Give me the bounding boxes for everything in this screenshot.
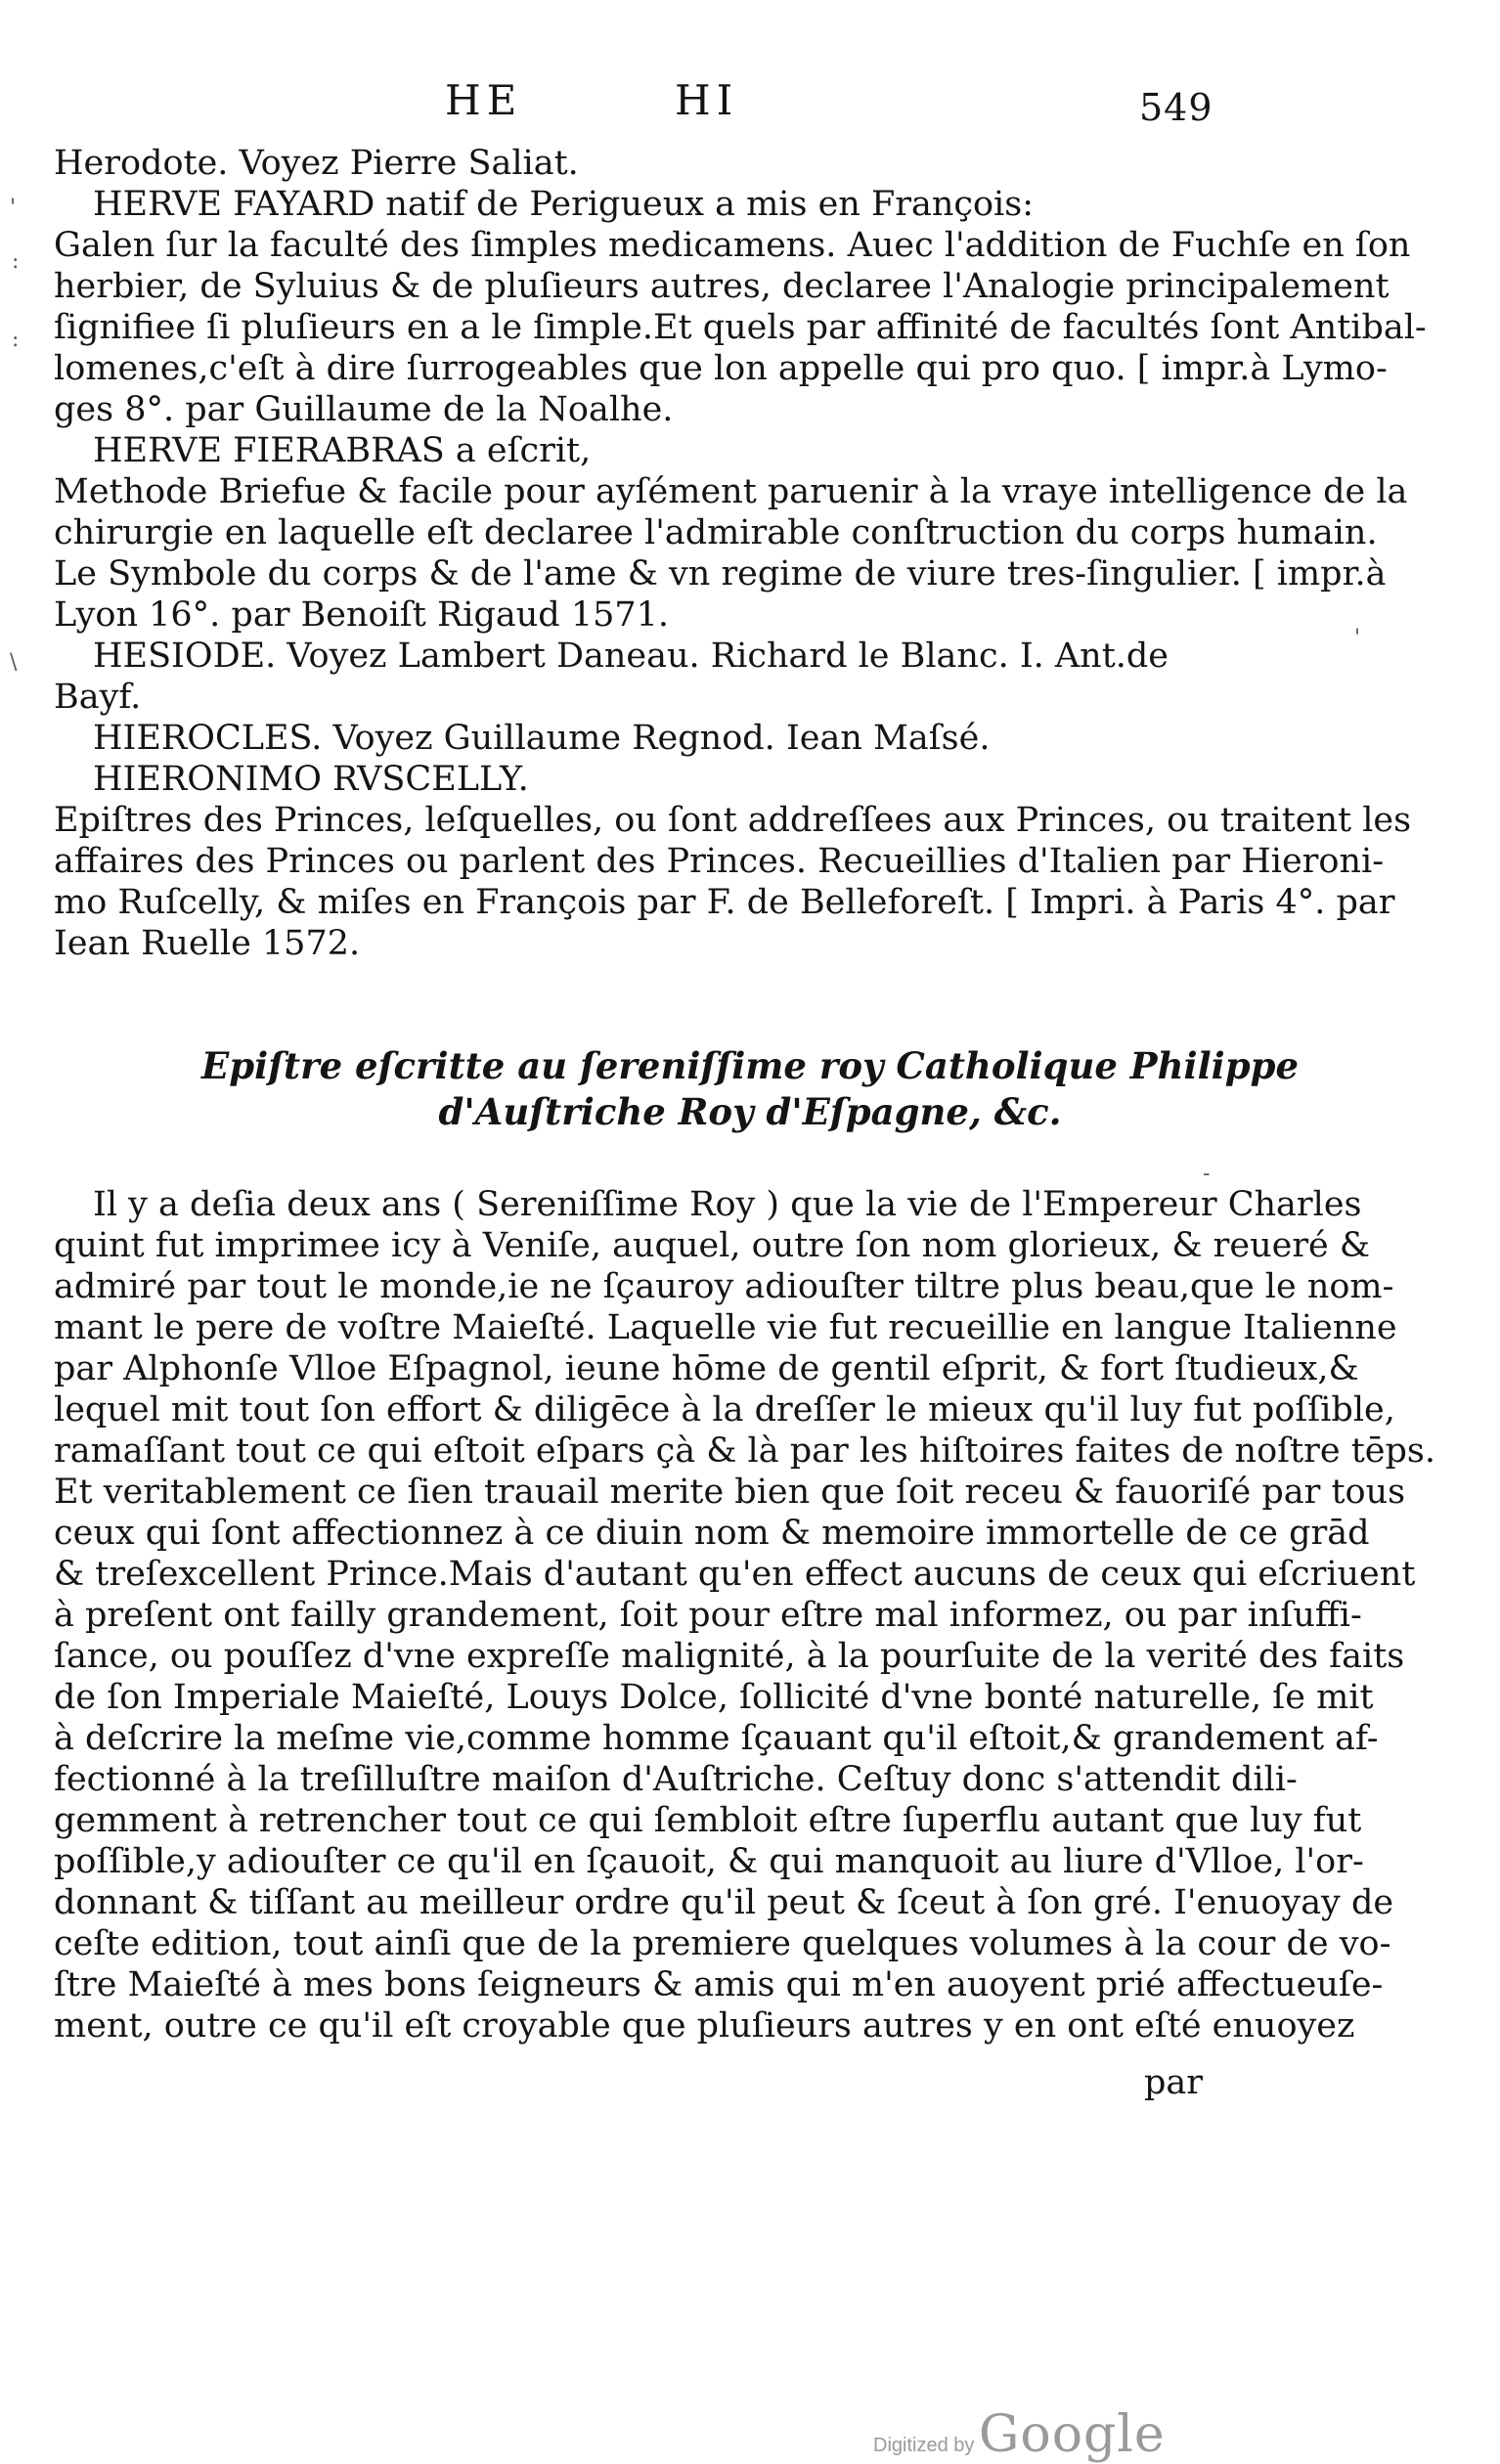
entry-line: affaires des Princes ou parlent des Princes. Recueillies d'Italien par Hieroni- xyxy=(54,842,1385,881)
page-number: 549 xyxy=(1139,86,1213,129)
catchword: par xyxy=(1144,2063,1204,2102)
body-line: Et veritablement ce ſien trauail merite bien que ſoit receu & fauoriſé par tous xyxy=(54,1473,1406,1512)
header-right: HI xyxy=(675,76,739,124)
body-line: à deſcrire la meſme vie,comme homme ſçauant qu'il eſtoit,& grandement af- xyxy=(54,1719,1379,1758)
entry-line: ſignifiee ſi pluſieurs en a le ſimple.Et quels par affinité de facultés ſont Antibal- xyxy=(54,308,1427,347)
body-line: de ſon Imperiale Maieſté, Louys Dolce, ſollicité d'vne bonté naturelle, ſe mit xyxy=(54,1678,1374,1717)
epistle-title-line: d'Auſtriche Roy d'Eſpagne, &c. xyxy=(438,1090,1062,1133)
body-line: ramaſſant tout ce qui eſtoit eſpars çà & là par les hiſtoires faites de noſtre tēps. xyxy=(54,1431,1436,1471)
scanned-page: HE HI 549 Herodote. Voyez Pierre Saliat. HERVE FAYARD natif de Perigueux a mis en François: Galen ſur la faculté des ſimples medicamens. Auec l'addition de Fuchſe en ſon herbier, de Syluius & de pluſieurs autres, declaree l'Analogie principalement ſignifiee ſi pluſieurs en a le ſimple.Et quels par affinité de facultés ſont Antibal- lomenes,c'eſt à dire ſurrogeables que lon appelle qui pro quo. [ impr.à Lymo- ges 8°. par Guillaume de la Noalhe. HERVE FIERABRAS a eſcrit, Methode Briefue & facile pour ayſément paruenir à la vraye intelligence de la chirurgie en laquelle eſt declaree l'admirable conſtruction du corps humain. Le Symbole du corps & de l'ame & vn regime de viure tres-ſingulier. [ impr.à Lyon 16°. par Benoiſt Rigaud 1571. HESIODE. Voyez Lambert Daneau. Richard le Blanc. I. Ant.de Bayf. HIEROCLES. Voyez Guillaume Regnod. Iean Maſsé. HIERONIMO RVSCELLY. Epiſtres des Princes, leſquelles, ou ſont addreſſees aux Princes, ou traitent les affaires des Princes ou parlent des Princes. Recueillies d'Italien par Hieroni- mo Ruſcelly, & miſes en François par F. de Belleforeſt. [ Impri. à Paris 4°. par Iean Ruelle 1572. Epiſtre eſcritte au ſereniſſime roy Catholique Philippe d'Auſtriche Roy d'Eſpagne, &c. Il y a deſia deux ans ( Sereniſſime Roy ) que la vie de l'Empereur Charles quint fut imprimee icy à Veniſe, auquel, outre ſon nom glorieux, & reueré & admiré par tout le monde,ie ne ſçauroy adiouſter tiltre plus beau,que le nom- mant le pere de voſtre Maieſté. Laquelle vie fut recueillie en langue Italienne par Alphonſe Vlloe Eſpagnol, ieune hōme de gentil eſprit, & fort ſtudieux,& lequel mit tout ſon effort & diligēce à la dreſſer le mieux qu'il luy fut poſſible, ramaſſant tout ce qui eſtoit eſpars çà & là par les hiſtoires faites de noſtre tēps. Et veritablement ce ſien trauail merite bien que ſoit receu & fauoriſé par tous ceux qui ſont affectionnez à ce diuin nom & memoire immortelle de ce grād & treſexcellent Prince.Mais d'autant qu'en effect aucuns de ceux qui eſcriuent à preſent ont failly grandement, ſoit pour eſtre mal informez, ou par inſuffi- ſance, ou pouſſez d'vne expreſſe malignité, à la pourſuite de la verité des faits de ſon Imperiale Maieſté, Louys Dolce, ſollicité d'vne bonté naturelle, ſe mit à deſcrire la meſme vie,comme homme ſçauant qu'il eſtoit,& grandement af- fectionné à la treſilluſtre maiſon d'Auſtriche. Ceſtuy donc s'attendit dili- gemment à retrencher tout ce qui ſembloit eſtre ſuperflu autant que luy fut poſſible,y adiouſter ce qu'il en ſçauoit, & qui manquoit au liure d'Vlloe, l'or- donnant & tiſſant au meilleur ordre qu'il peut & ſceut à ſon gré. I'enuoyay de ceſte edition, tout ainſi que de la premiere quelques volumes à la cour de vo- ſtre Maieſté à mes bons ſeigneurs & amis qui m'en auoyent prié affectueuſe- ment, outre ce qu'il eſt croyable que pluſieurs autres y en ont eſté enuoyez par ' : : \ ' - Digitized by Google xyxy=(0,0,1500,2444)
header-left: HE xyxy=(445,76,523,124)
entry-heading: HIERONIMO RVSCELLY. xyxy=(93,760,529,799)
body-line: ment, outre ce qu'il eſt croyable que pluſieurs autres y en ont eſté enuoyez xyxy=(54,2006,1355,2046)
google-logo: Google xyxy=(978,2405,1166,2464)
entry-heading: HIEROCLES. Voyez Guillaume Regnod. Iean Maſsé. xyxy=(93,719,991,758)
body-line: ceſte edition, tout ainſi que de la premiere quelques volumes à la cour de vo- xyxy=(54,1924,1391,1963)
body-line: par Alphonſe Vlloe Eſpagnol, ieune hōme de gentil eſprit, & fort ſtudieux,& xyxy=(54,1349,1359,1388)
entry-line: Iean Ruelle 1572. xyxy=(54,924,361,963)
entry-line: lomenes,c'eſt à dire ſurrogeables que lon appelle qui pro quo. [ impr.à Lymo- xyxy=(54,349,1388,388)
body-line: gemment à retrencher tout ce qui ſembloit eſtre ſuperflu autant que luy fut xyxy=(54,1801,1362,1840)
body-line: ſance, ou pouſſez d'vne expreſſe malignité, à la pourſuite de la verité des faits xyxy=(54,1637,1405,1676)
entry-line: Bayf. xyxy=(54,678,142,717)
entry-line: Epiſtres des Princes, leſquelles, ou ſont addreſſees aux Princes, ou traitent les xyxy=(54,801,1412,840)
entry-heading: HERVE FAYARD natif de Perigueux a mis en François: xyxy=(93,185,1034,224)
epistle-title-line: Epiſtre eſcritte au ſereniſſime roy Catholique Philippe xyxy=(201,1044,1299,1087)
body-line: poſſible,y adiouſter ce qu'il en ſçauoit, & qui manquoit au liure d'Vlloe, l'or- xyxy=(54,1842,1364,1881)
body-line: ſtre Maieſté à mes bons ſeigneurs & amis qui m'en auoyent prié affectueuſe- xyxy=(54,1965,1384,2004)
entry-heading: HESIODE. Voyez Lambert Daneau. Richard le Blanc. I. Ant.de xyxy=(93,637,1169,676)
entry-line: chirurgie en laquelle eſt declaree l'admirable conſtruction du corps humain. xyxy=(54,513,1378,552)
entry-line: Le Symbole du corps & de l'ame & vn regime de viure tres-ſingulier. [ impr.à xyxy=(54,554,1387,594)
entry-line: Herodote. Voyez Pierre Saliat. xyxy=(54,144,579,183)
body-line: & treſexcellent Prince.Mais d'autant qu'en effect aucuns de ceux qui eſcriuent xyxy=(54,1555,1416,1594)
watermark-prefix: Digitized by xyxy=(873,2435,975,2456)
body-line: lequel mit tout ſon effort & diligēce à la dreſſer le mieux qu'il luy fut poſſible, xyxy=(54,1390,1395,1430)
entry-line: ges 8°. par Guillaume de la Noalhe. xyxy=(54,390,674,429)
entry-line: herbier, de Syluius & de pluſieurs autres, declaree l'Analogie principalement xyxy=(54,267,1390,306)
digitized-watermark xyxy=(873,2405,1166,2464)
entry-heading: HERVE FIERABRAS a eſcrit, xyxy=(93,431,592,470)
body-line: Il y a deſia deux ans ( Sereniſſime Roy ) que la vie de l'Empereur Charles xyxy=(93,1185,1362,1224)
entry-line: mo Ruſcelly, & miſes en François par F. de Belleforeſt. [ Impri. à Paris 4°. par xyxy=(54,883,1395,922)
body-line: quint fut imprimee icy à Veniſe, auquel, outre ſon nom glorieux, & reueré & xyxy=(54,1226,1371,1265)
entry-line: Methode Briefue & facile pour ayſément paruenir à la vraye intelligence de la xyxy=(54,472,1408,511)
body-line: à preſent ont failly grandement, ſoit pour eſtre mal informez, ou par inſuffi- xyxy=(54,1596,1362,1635)
body-line: ceux qui ſont affectionnez à ce diuin nom & memoire immortelle de ce grād xyxy=(54,1514,1370,1553)
body-line: fectionné à la treſilluſtre maiſon d'Auſtriche. Ceſtuy donc s'attendit dili- xyxy=(54,1760,1298,1799)
body-line: mant le pere de voſtre Maieſté. Laquelle vie fut recueillie en langue Italienne xyxy=(54,1308,1397,1347)
entry-line: Lyon 16°. par Benoiſt Rigaud 1571. xyxy=(54,595,670,635)
body-line: donnant & tiſſant au meilleur ordre qu'il peut & ſceut à ſon gré. I'enuoyay de xyxy=(54,1883,1394,1922)
entry-line: Galen ſur la faculté des ſimples medicamens. Auec l'addition de Fuchſe en ſon xyxy=(54,226,1411,265)
running-header xyxy=(0,76,1500,135)
body-line: admiré par tout le monde,ie ne ſçauroy adiouſter tiltre plus beau,que le nom- xyxy=(54,1267,1394,1306)
